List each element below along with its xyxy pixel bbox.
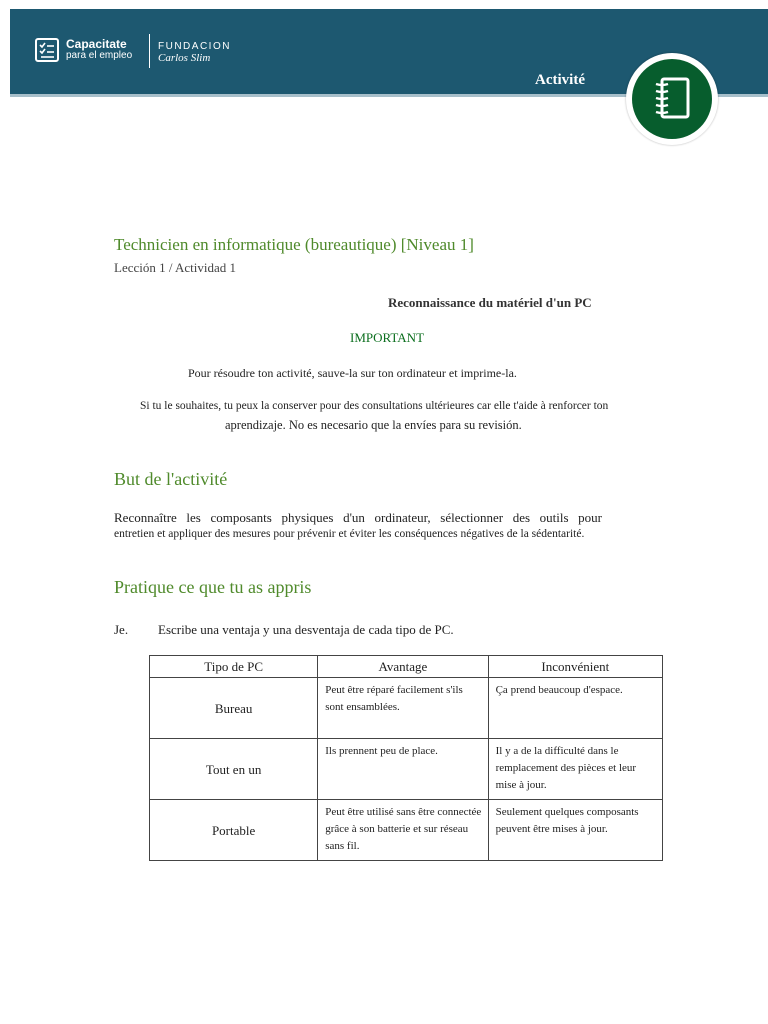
goal-text-1: Reconnaître les composants physiques d'un ordinateur, sélectionner des outils pour	[114, 510, 602, 525]
goal-text-2: entretien et appliquer des mesures pour prévenir et éviter les conséquences négatives de la sédentarité.	[114, 528, 585, 540]
table-row	[150, 739, 663, 800]
row-disadvantage: Il y a de la difficulté dans le remplacement des pièces et leur mise à jour.	[488, 739, 662, 800]
table-header-row	[150, 656, 663, 678]
fundacion-label: FUNDACION	[158, 41, 231, 52]
header-type: Tipo de PC	[150, 656, 318, 678]
document-heading: Reconnaissance du matériel d'un PC	[388, 295, 592, 310]
row-advantage: Peut être réparé facilement s'ils sont ensamblées.	[318, 678, 488, 739]
notebook-icon	[632, 59, 712, 139]
header-disadvantage: Inconvénient	[488, 656, 662, 678]
pc-types-table	[149, 655, 663, 861]
logo-divider	[149, 34, 150, 68]
activity-badge	[626, 53, 718, 145]
row-disadvantage: Ça prend beaucoup d'espace.	[488, 678, 662, 739]
activity-label: Activité	[535, 72, 585, 88]
table-row	[150, 678, 663, 739]
row-advantage: Ils prennent peu de place.	[318, 739, 488, 800]
question-number: Je.	[114, 622, 129, 637]
row-type: Bureau	[150, 678, 318, 739]
instruction-note-2: Si tu le souhaites, tu peux la conserver pour des consultations ultérieures car elle t'aide à renforcer ton	[140, 400, 609, 412]
row-advantage: Peut être utilisé sans être connectée grâce à son batterie et sur réseau sans fil.	[318, 800, 488, 861]
important-label: IMPORTANT	[350, 330, 425, 345]
checklist-icon	[35, 38, 59, 62]
logo-name: Capacitate	[66, 37, 127, 51]
row-type: Portable	[150, 800, 318, 861]
practice-title: Pratique ce que tu as appris	[114, 577, 312, 597]
fundacion-signature: Carlos Slim	[158, 52, 211, 64]
logo-subtitle: para el empleo	[66, 50, 133, 61]
question-text: Escribe una ventaja y una desventaja de cada tipo de PC.	[158, 622, 454, 637]
lesson-label: Lección 1 / Actividad 1	[114, 260, 237, 275]
header-advantage: Avantage	[318, 656, 488, 678]
fundacion-logo	[158, 41, 231, 64]
course-title: Technicien en informatique (bureautique) [Niveau 1]	[114, 235, 474, 254]
goal-title: But de l'activité	[114, 469, 228, 489]
table-row	[150, 800, 663, 861]
capacitate-logo	[35, 38, 132, 62]
instruction-note-3: aprendizaje. No es necesario que la envíes para su revisión.	[225, 418, 522, 432]
row-type: Tout en un	[150, 739, 318, 800]
row-disadvantage: Seulement quelques composants peuvent être mises à jour.	[488, 800, 662, 861]
instruction-note-1: Pour résoudre ton activité, sauve-la sur ton ordinateur et imprime-la.	[188, 366, 517, 380]
